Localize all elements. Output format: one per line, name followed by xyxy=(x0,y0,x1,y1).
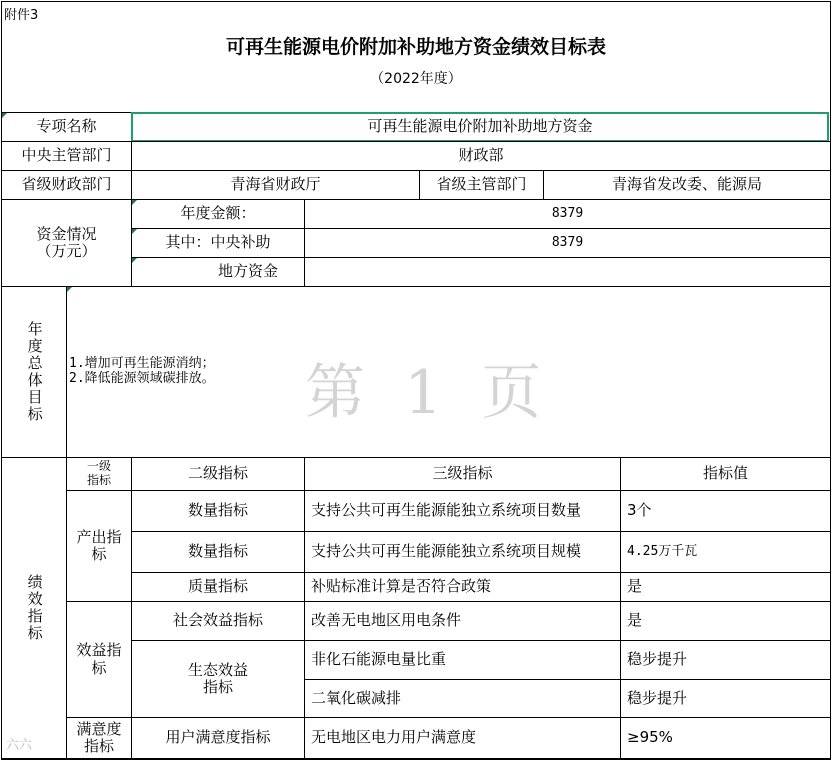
annual-goal-label-text: 年度总体目标 xyxy=(25,321,44,423)
funding-label[interactable]: 资金情况 （万元） xyxy=(1,199,132,287)
table-row-4-value[interactable]: 是 xyxy=(620,601,831,641)
local-funds-label[interactable]: 地方资金 xyxy=(131,257,305,287)
table-row-7-third[interactable]: 无电地区电力用户满意度 xyxy=(304,717,621,759)
header-level2[interactable]: 二级指标 xyxy=(131,457,305,491)
prov-finance-label[interactable]: 省级财政部门 xyxy=(1,170,132,200)
prov-dept-label[interactable]: 省级主管部门 xyxy=(419,170,544,200)
project-value[interactable]: 可再生能源电价附加补助地方资金 xyxy=(131,112,829,142)
table-row-1-second[interactable]: 数量指标 xyxy=(131,490,305,532)
table-row-5-third[interactable]: 非化石能源电量比重 xyxy=(304,640,621,680)
table-row-5-value[interactable]: 稳步提升 xyxy=(620,640,831,680)
page-subtitle: （2022年度） xyxy=(370,71,462,87)
page-title: 可再生能源电价附加补助地方资金绩效目标表 xyxy=(225,36,606,58)
table-row-2-value[interactable]: 4.25万千瓦 xyxy=(620,531,831,573)
table-row-3-third[interactable]: 补贴标准计算是否符合政策 xyxy=(304,572,621,602)
annual-amount-value[interactable]: 8379 xyxy=(304,199,831,229)
central-dept-value[interactable]: 财政部 xyxy=(131,141,831,171)
page-watermark: 第 1 页 xyxy=(305,358,552,428)
table-row-6-value[interactable]: 稳步提升 xyxy=(620,679,831,718)
annual-amount-label[interactable]: 年度金额： xyxy=(131,199,305,229)
central-dept-label[interactable]: 中央主管部门 xyxy=(1,141,132,171)
attachment-label: 附件3 xyxy=(4,8,39,23)
project-label[interactable]: 专项名称 xyxy=(1,112,132,142)
central-subsidy-label[interactable]: 其中：中央补助 xyxy=(131,228,305,258)
local-funds-value[interactable] xyxy=(304,257,831,287)
header-level1[interactable]: 一级 指标 xyxy=(66,457,132,491)
header-value[interactable]: 指标值 xyxy=(620,457,831,491)
table-row-1-third[interactable]: 支持公共可再生能源能独立系统项目数量 xyxy=(304,490,621,532)
header-level3[interactable]: 三级指标 xyxy=(304,457,621,491)
table-row-4-second[interactable]: 社会效益指标 xyxy=(131,601,305,641)
annual-goal-label[interactable] xyxy=(1,286,67,458)
group-benefit[interactable]: 效益指 标 xyxy=(66,601,132,718)
performance-label-text: 绩效指标 xyxy=(25,574,44,642)
table-row-3-second[interactable]: 质量指标 xyxy=(131,572,305,602)
central-subsidy-value[interactable]: 8379 xyxy=(304,228,831,258)
annual-goal-text-content: 1.增加可再生能源消纳； 2.降低能源领域碳排放。 xyxy=(69,356,215,386)
table-row-4-third[interactable]: 改善无电地区用电条件 xyxy=(304,601,621,641)
table-row-2-second[interactable]: 数量指标 xyxy=(131,531,305,573)
table-row-5-second[interactable]: 生态效益 指标 xyxy=(131,640,305,718)
table-row-3-value[interactable]: 是 xyxy=(620,572,831,602)
prov-finance-value[interactable]: 青海省财政厅 xyxy=(131,170,420,200)
table-row-6-third[interactable]: 二氧化碳减排 xyxy=(304,679,621,718)
table-row-7-second[interactable]: 用户满意度指标 xyxy=(131,717,305,759)
table-row-7-value[interactable]: ≥95% xyxy=(620,717,831,759)
performance-label[interactable] xyxy=(1,457,67,759)
group-satisfaction[interactable]: 满意度 指标 xyxy=(66,717,132,759)
table-row-2-third[interactable]: 支持公共可再生能源能独立系统项目规模 xyxy=(304,531,621,573)
prov-dept-value[interactable]: 青海省发改委、能源局 xyxy=(543,170,831,200)
site-logo: 六六 xyxy=(6,738,33,753)
table-row-1-value[interactable]: 3个 xyxy=(620,490,831,532)
group-output[interactable]: 产出指 标 xyxy=(66,490,132,602)
